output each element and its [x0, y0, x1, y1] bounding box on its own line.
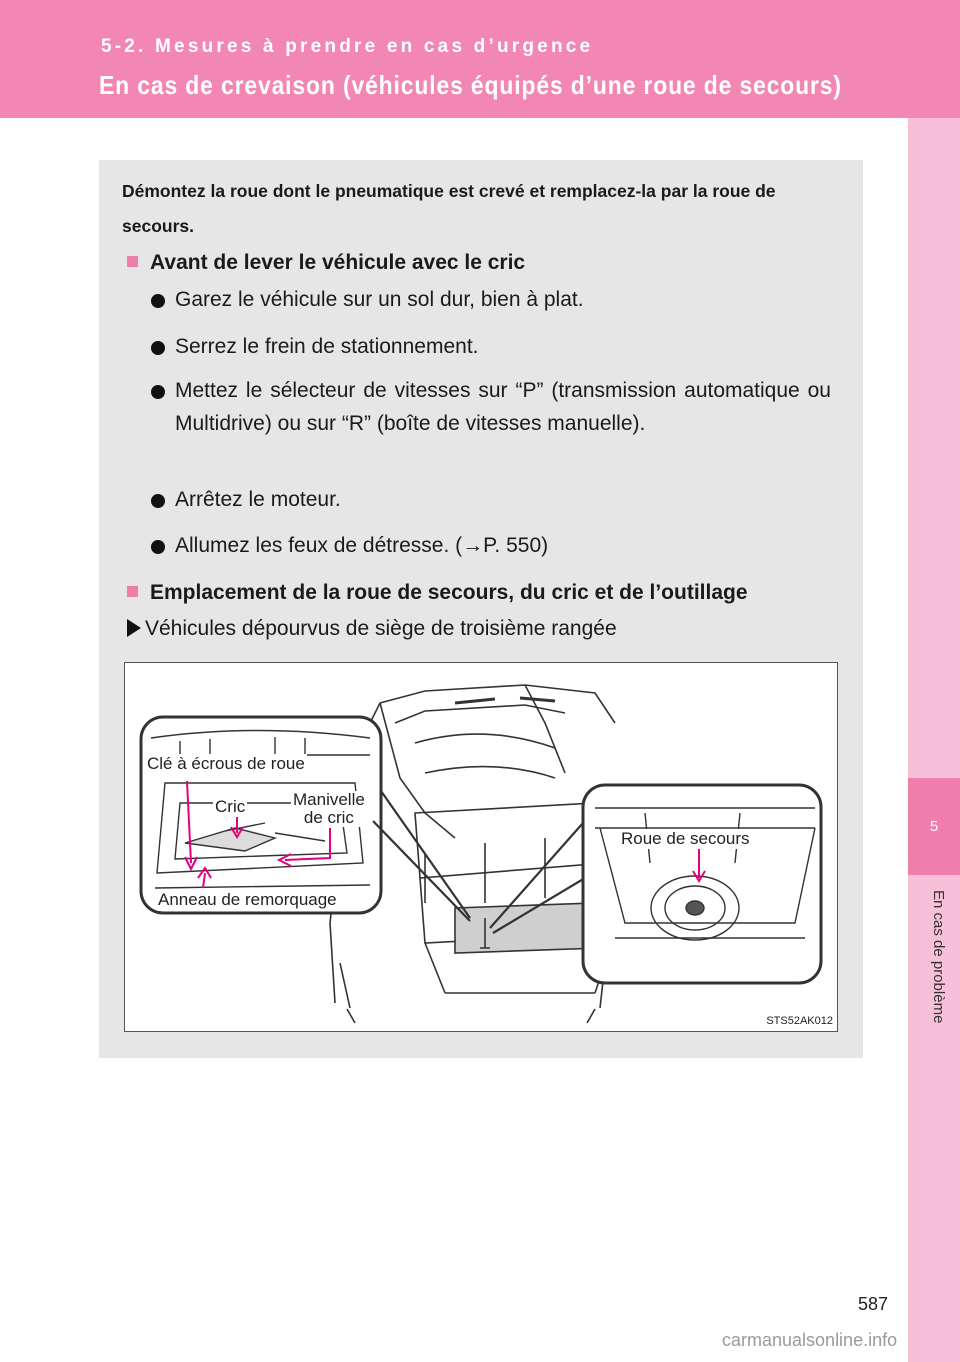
watermark[interactable]: carmanualsonline.info — [722, 1330, 898, 1350]
section-title: 5-2. Mesures à prendre en cas d’urgence — [101, 36, 594, 57]
chapter-label: En cas de problème — [930, 890, 947, 1024]
bullet-text: Allumez les feux de détresse. (→P. 550) — [175, 534, 549, 557]
bullet-item — [151, 283, 831, 316]
trunk-illustration — [124, 662, 838, 1032]
vehicle-condition — [127, 617, 617, 641]
page-number: 587 — [858, 1294, 889, 1314]
triangle-bullet-icon — [127, 619, 141, 637]
bullet-item — [151, 374, 831, 440]
bullet-text: Garez le véhicule sur un sol dur, bien à plat. — [175, 288, 584, 311]
bullet-text: Serrez le frein de stationnement. — [175, 335, 479, 358]
label-spare-tire: Roue de secours — [621, 829, 750, 848]
bullet-dot-icon — [151, 341, 165, 355]
label-jack-handle-line1: Manivelle — [293, 790, 365, 809]
label-jack-handle-line2: de cric — [303, 808, 354, 827]
bullet-dot-icon — [151, 294, 165, 308]
page-header — [0, 0, 960, 118]
section-heading-location — [127, 581, 748, 605]
bullet-dot-icon — [151, 385, 165, 399]
label-jack-handle — [291, 791, 367, 827]
square-bullet-icon — [127, 586, 138, 597]
label-jack: Cric — [215, 797, 246, 816]
bullet-item — [151, 529, 831, 562]
section-heading-jack — [127, 251, 525, 275]
label-wheel-nut-wrench: Clé à écrous de roue — [147, 754, 305, 773]
square-bullet-icon — [127, 256, 138, 267]
bullet-dot-icon — [151, 494, 165, 508]
chapter-number-tab[interactable]: 5 — [908, 778, 960, 875]
bullet-text: Arrêtez le moteur. — [175, 488, 341, 511]
intro-text: Démontez la roue dont le pneumatique est crevé et remplacez-la par la roue de secours. — [122, 181, 776, 236]
vehicle-condition-text: Véhicules dépourvus de siège de troisième rangée — [145, 617, 617, 640]
bullet-text: Mettez le sélecteur de vitesses sur “P” (transmission automatique ou Multidrive) ou sur “R” (boîte de vitesses manuelle). — [175, 379, 831, 435]
chapter-side-tab — [908, 118, 960, 1362]
page-title: En cas de crevaison (véhicules équipés d’une roue de secours) — [99, 70, 842, 100]
bullet-dot-icon — [151, 540, 165, 554]
section-heading-text: Emplacement de la roue de secours, du cric et de l’outillage — [150, 581, 748, 604]
label-towing-eyelet: Anneau de remorquage — [158, 890, 337, 909]
section-heading-text: Avant de lever le véhicule avec le cric — [150, 251, 526, 274]
figure-code: STS52AK012 — [766, 1015, 833, 1027]
bullet-item — [151, 483, 831, 516]
bullet-item — [151, 330, 831, 363]
